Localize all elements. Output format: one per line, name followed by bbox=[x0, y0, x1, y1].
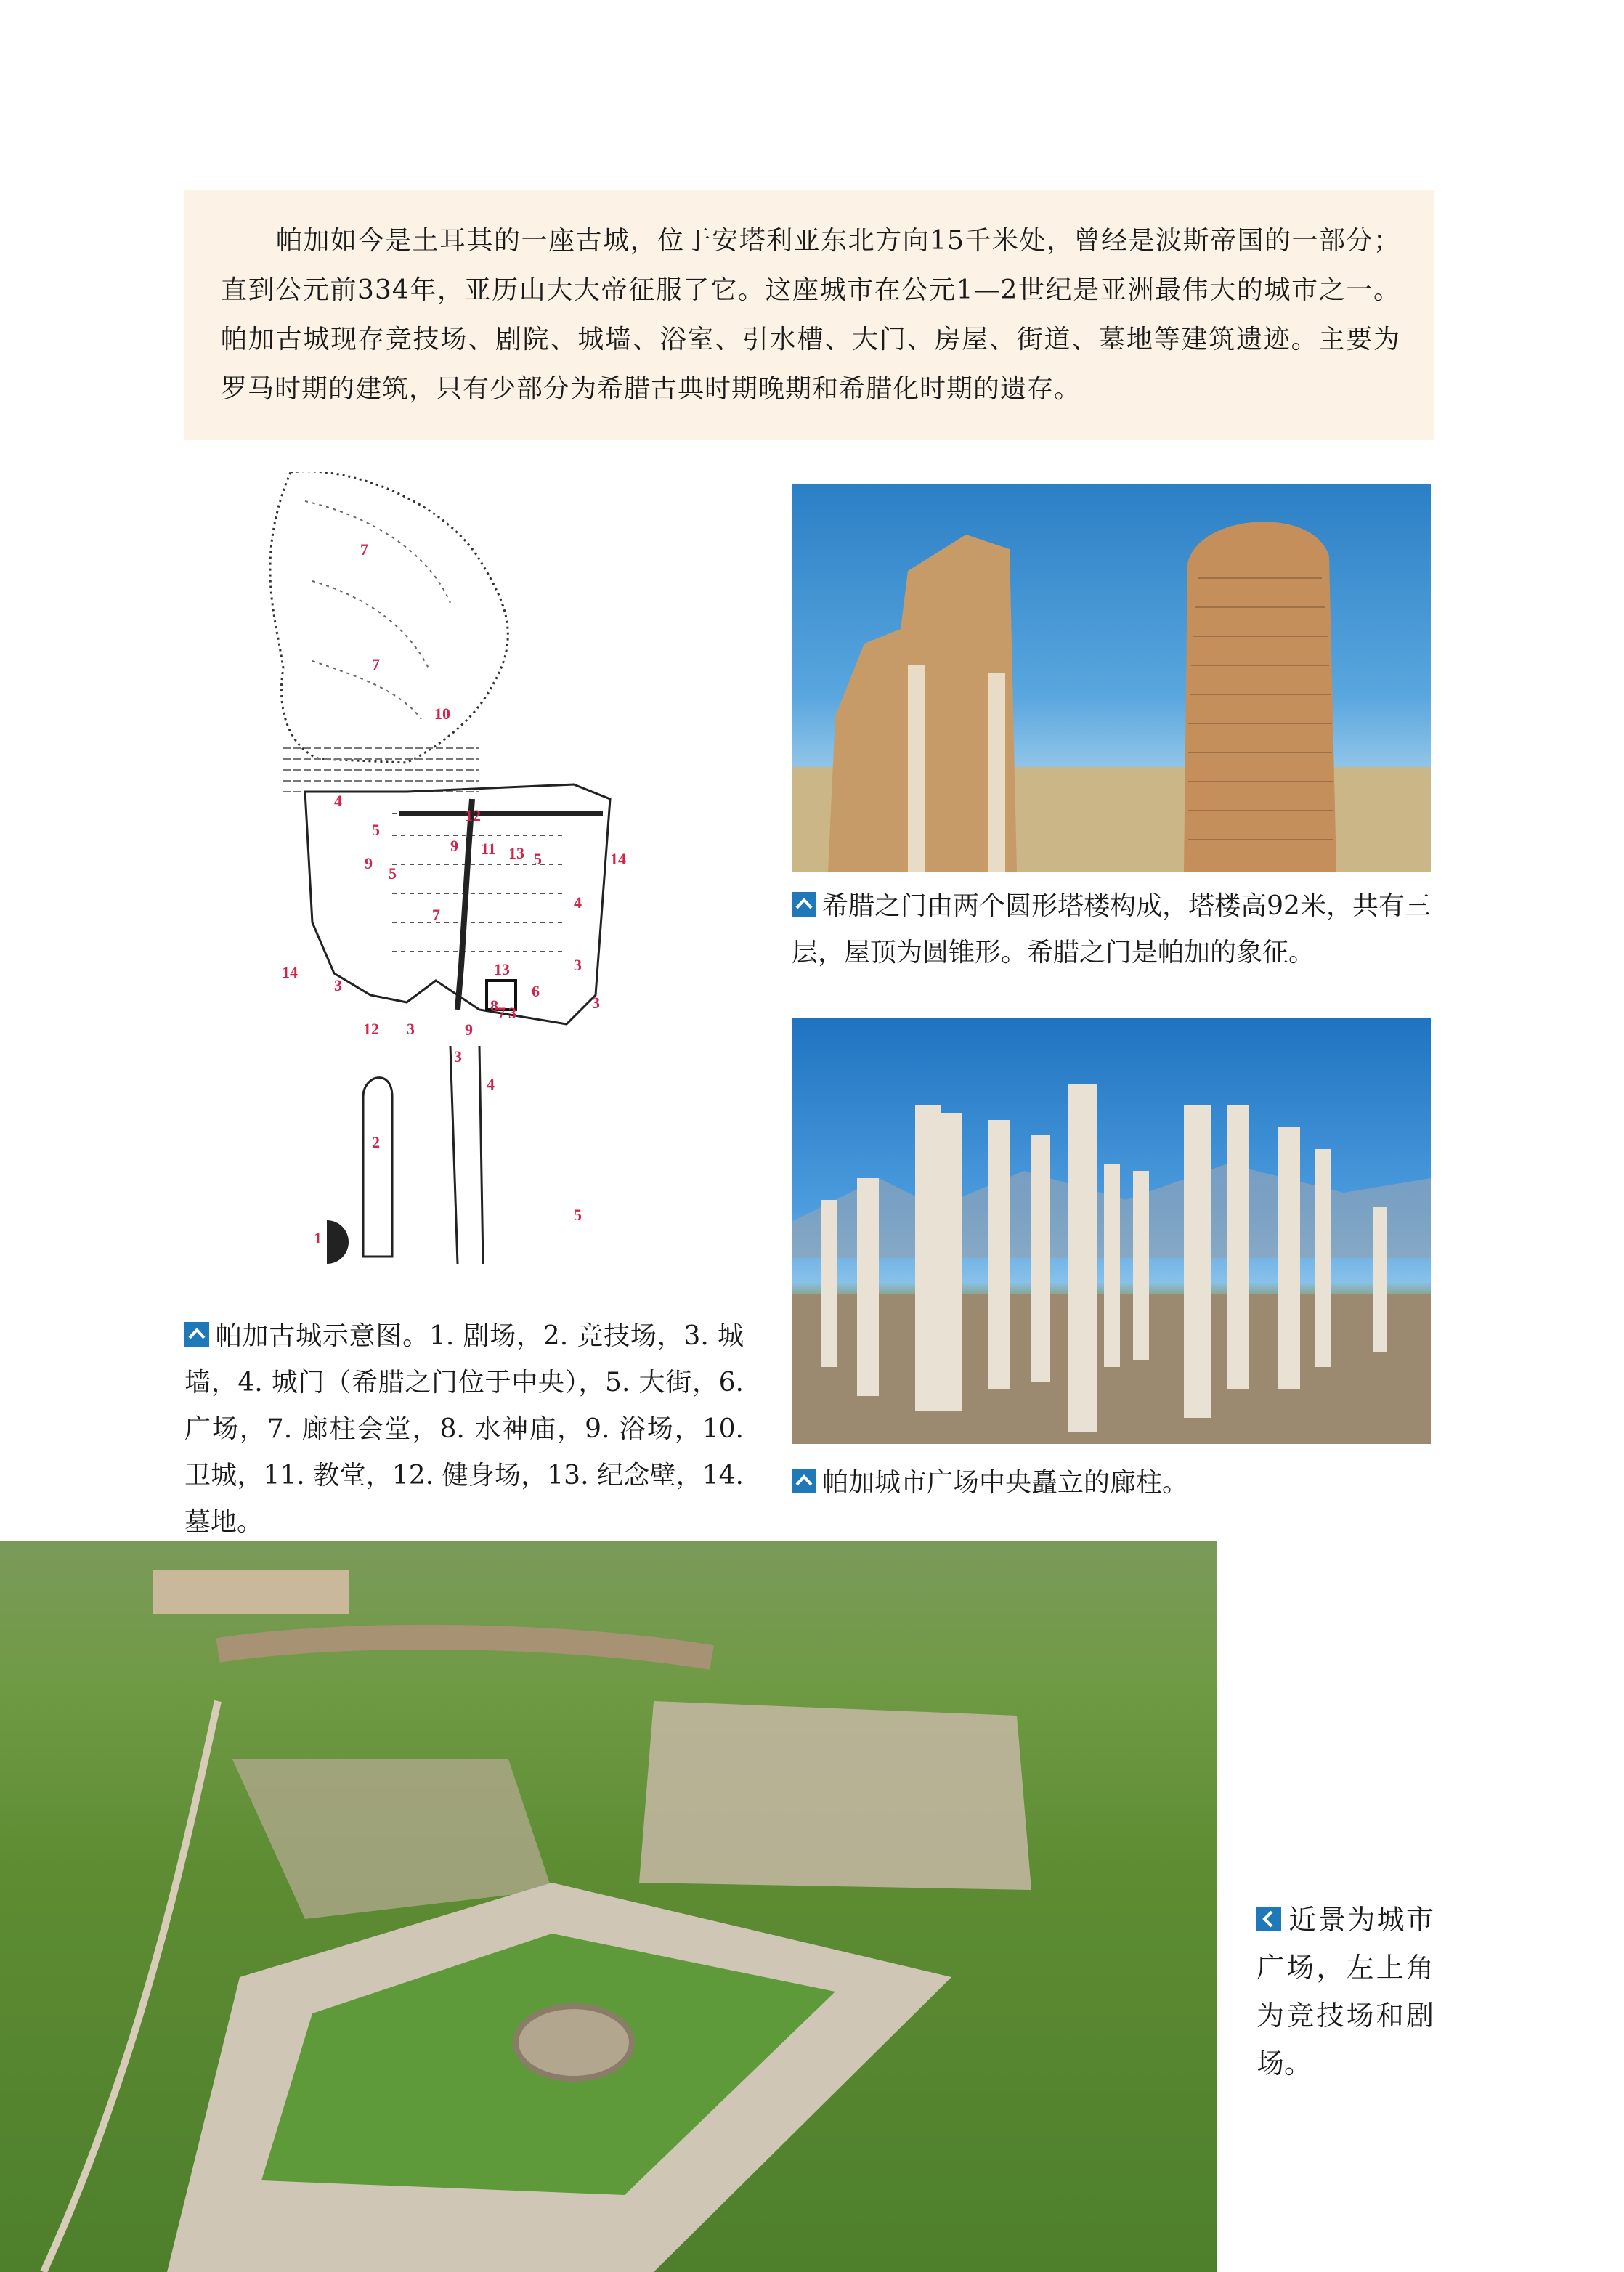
map-number-label: 3 bbox=[334, 976, 342, 994]
caption-left-arrow-icon bbox=[1256, 1907, 1281, 1931]
map-number-label: 3 bbox=[574, 956, 582, 974]
map-number-label: 4 bbox=[574, 893, 582, 912]
caption-up-arrow-icon bbox=[792, 1469, 816, 1493]
ruins-area bbox=[639, 1701, 1031, 1890]
main-street bbox=[458, 799, 472, 1010]
map-number-label: 7 bbox=[432, 906, 440, 924]
acropolis-outline bbox=[270, 472, 508, 763]
map-caption: 帕加古城示意图。1. 剧场，2. 竞技场，3. 城墙，4. 城门（希腊之门位于中央），5. 大街，6. 广场，7. 廊柱会堂，8. 水神庙，9. 浴场，10. 卫城，11. 教堂，12. 健身场，13. 纪念壁，14. 墓地。 bbox=[184, 1321, 744, 1537]
map-number-label: 3 bbox=[454, 1047, 462, 1066]
caption-up-arrow-icon bbox=[792, 892, 816, 917]
map-number-label: 7 bbox=[372, 655, 380, 673]
map-number-label: 7 bbox=[360, 540, 368, 559]
map-number-label: 6 bbox=[532, 982, 540, 1000]
intro-paragraph: 帕加如今是土耳其的一座古城，位于安塔利亚东北方向15千米处，曾经是波斯帝国的一部分；直到公元前334年，亚历山大大帝征服了它。这座城市在公元1—2世纪是亚洲最伟大的城市之一。帕加古城现存竞技场、剧院、城墙、浴室、引水槽、大门、房屋、街道、墓地等建筑遗迹。主要为罗马时期的建筑，只有少部分为希腊古典时期晚期和希腊化时期的遗存。 bbox=[221, 226, 1400, 404]
colonnade-caption: 帕加城市广场中央矗立的廊柱。 bbox=[792, 1460, 1431, 1506]
right-tower bbox=[1184, 522, 1336, 872]
map-number-label: 13 bbox=[494, 960, 510, 978]
map-number-label: 14 bbox=[282, 963, 298, 981]
gate-caption: 希腊之门由两个圆形塔楼构成，塔楼高92米，共有三层，屋顶为圆锥形。希腊之门是帕加的象征。 bbox=[792, 891, 1431, 967]
map-number-label: 5 bbox=[372, 821, 380, 839]
map-number-label: 13 bbox=[508, 844, 524, 862]
map-number-label: 14 bbox=[610, 850, 626, 868]
ruins-area bbox=[232, 1759, 552, 1919]
map-number-label: 8 bbox=[490, 997, 498, 1015]
aerial-illustration bbox=[0, 1541, 1217, 2272]
colonnade-illustration bbox=[792, 1018, 1431, 1444]
map-number-label: 4 bbox=[487, 1075, 495, 1093]
round-structure bbox=[516, 2006, 632, 2079]
map-number-label: 11 bbox=[481, 840, 496, 858]
aerial-caption: 近景为城市广场，左上角为竞技场和剧场。 bbox=[1256, 1904, 1434, 2080]
gate-illustration bbox=[792, 484, 1431, 872]
map-number-label: 12 bbox=[465, 806, 481, 824]
column bbox=[988, 673, 1005, 872]
hellenistic-gate-photo bbox=[792, 484, 1431, 872]
map-number-label: 12 bbox=[363, 1020, 379, 1038]
map-number-label: 9 bbox=[365, 854, 373, 872]
map-number-label: 10 bbox=[434, 705, 450, 723]
street-grid bbox=[392, 814, 567, 952]
aqueduct-arches bbox=[218, 1637, 712, 1658]
map-number-label: 9 bbox=[465, 1021, 473, 1039]
map-number-label: 3 bbox=[592, 994, 600, 1012]
caption-up-arrow-icon bbox=[184, 1322, 209, 1347]
city-map bbox=[261, 472, 755, 1293]
map-number-label: 3 bbox=[407, 1020, 415, 1038]
map-number-label: 3 bbox=[508, 1004, 516, 1022]
theatre-shape bbox=[327, 1220, 349, 1264]
south-road bbox=[450, 1046, 483, 1264]
map-number-label: 4 bbox=[334, 792, 342, 810]
map-number-label: 7 bbox=[498, 1004, 506, 1022]
map-number-label: 9 bbox=[450, 837, 458, 855]
column bbox=[908, 665, 925, 872]
map-number-label: 2 bbox=[372, 1133, 380, 1151]
map-number-label: 5 bbox=[534, 850, 542, 868]
aerial-site-photo bbox=[0, 1541, 1217, 2272]
map-number-label: 5 bbox=[574, 1206, 582, 1224]
forum-colonnade-photo bbox=[792, 1018, 1431, 1444]
stadium-ruin bbox=[153, 1570, 349, 1614]
city-map-figure bbox=[261, 472, 755, 1293]
stadium-outline bbox=[363, 1078, 392, 1257]
map-number-label: 5 bbox=[389, 864, 397, 883]
map-number-label: 1 bbox=[314, 1229, 322, 1247]
intro-box bbox=[184, 190, 1434, 440]
